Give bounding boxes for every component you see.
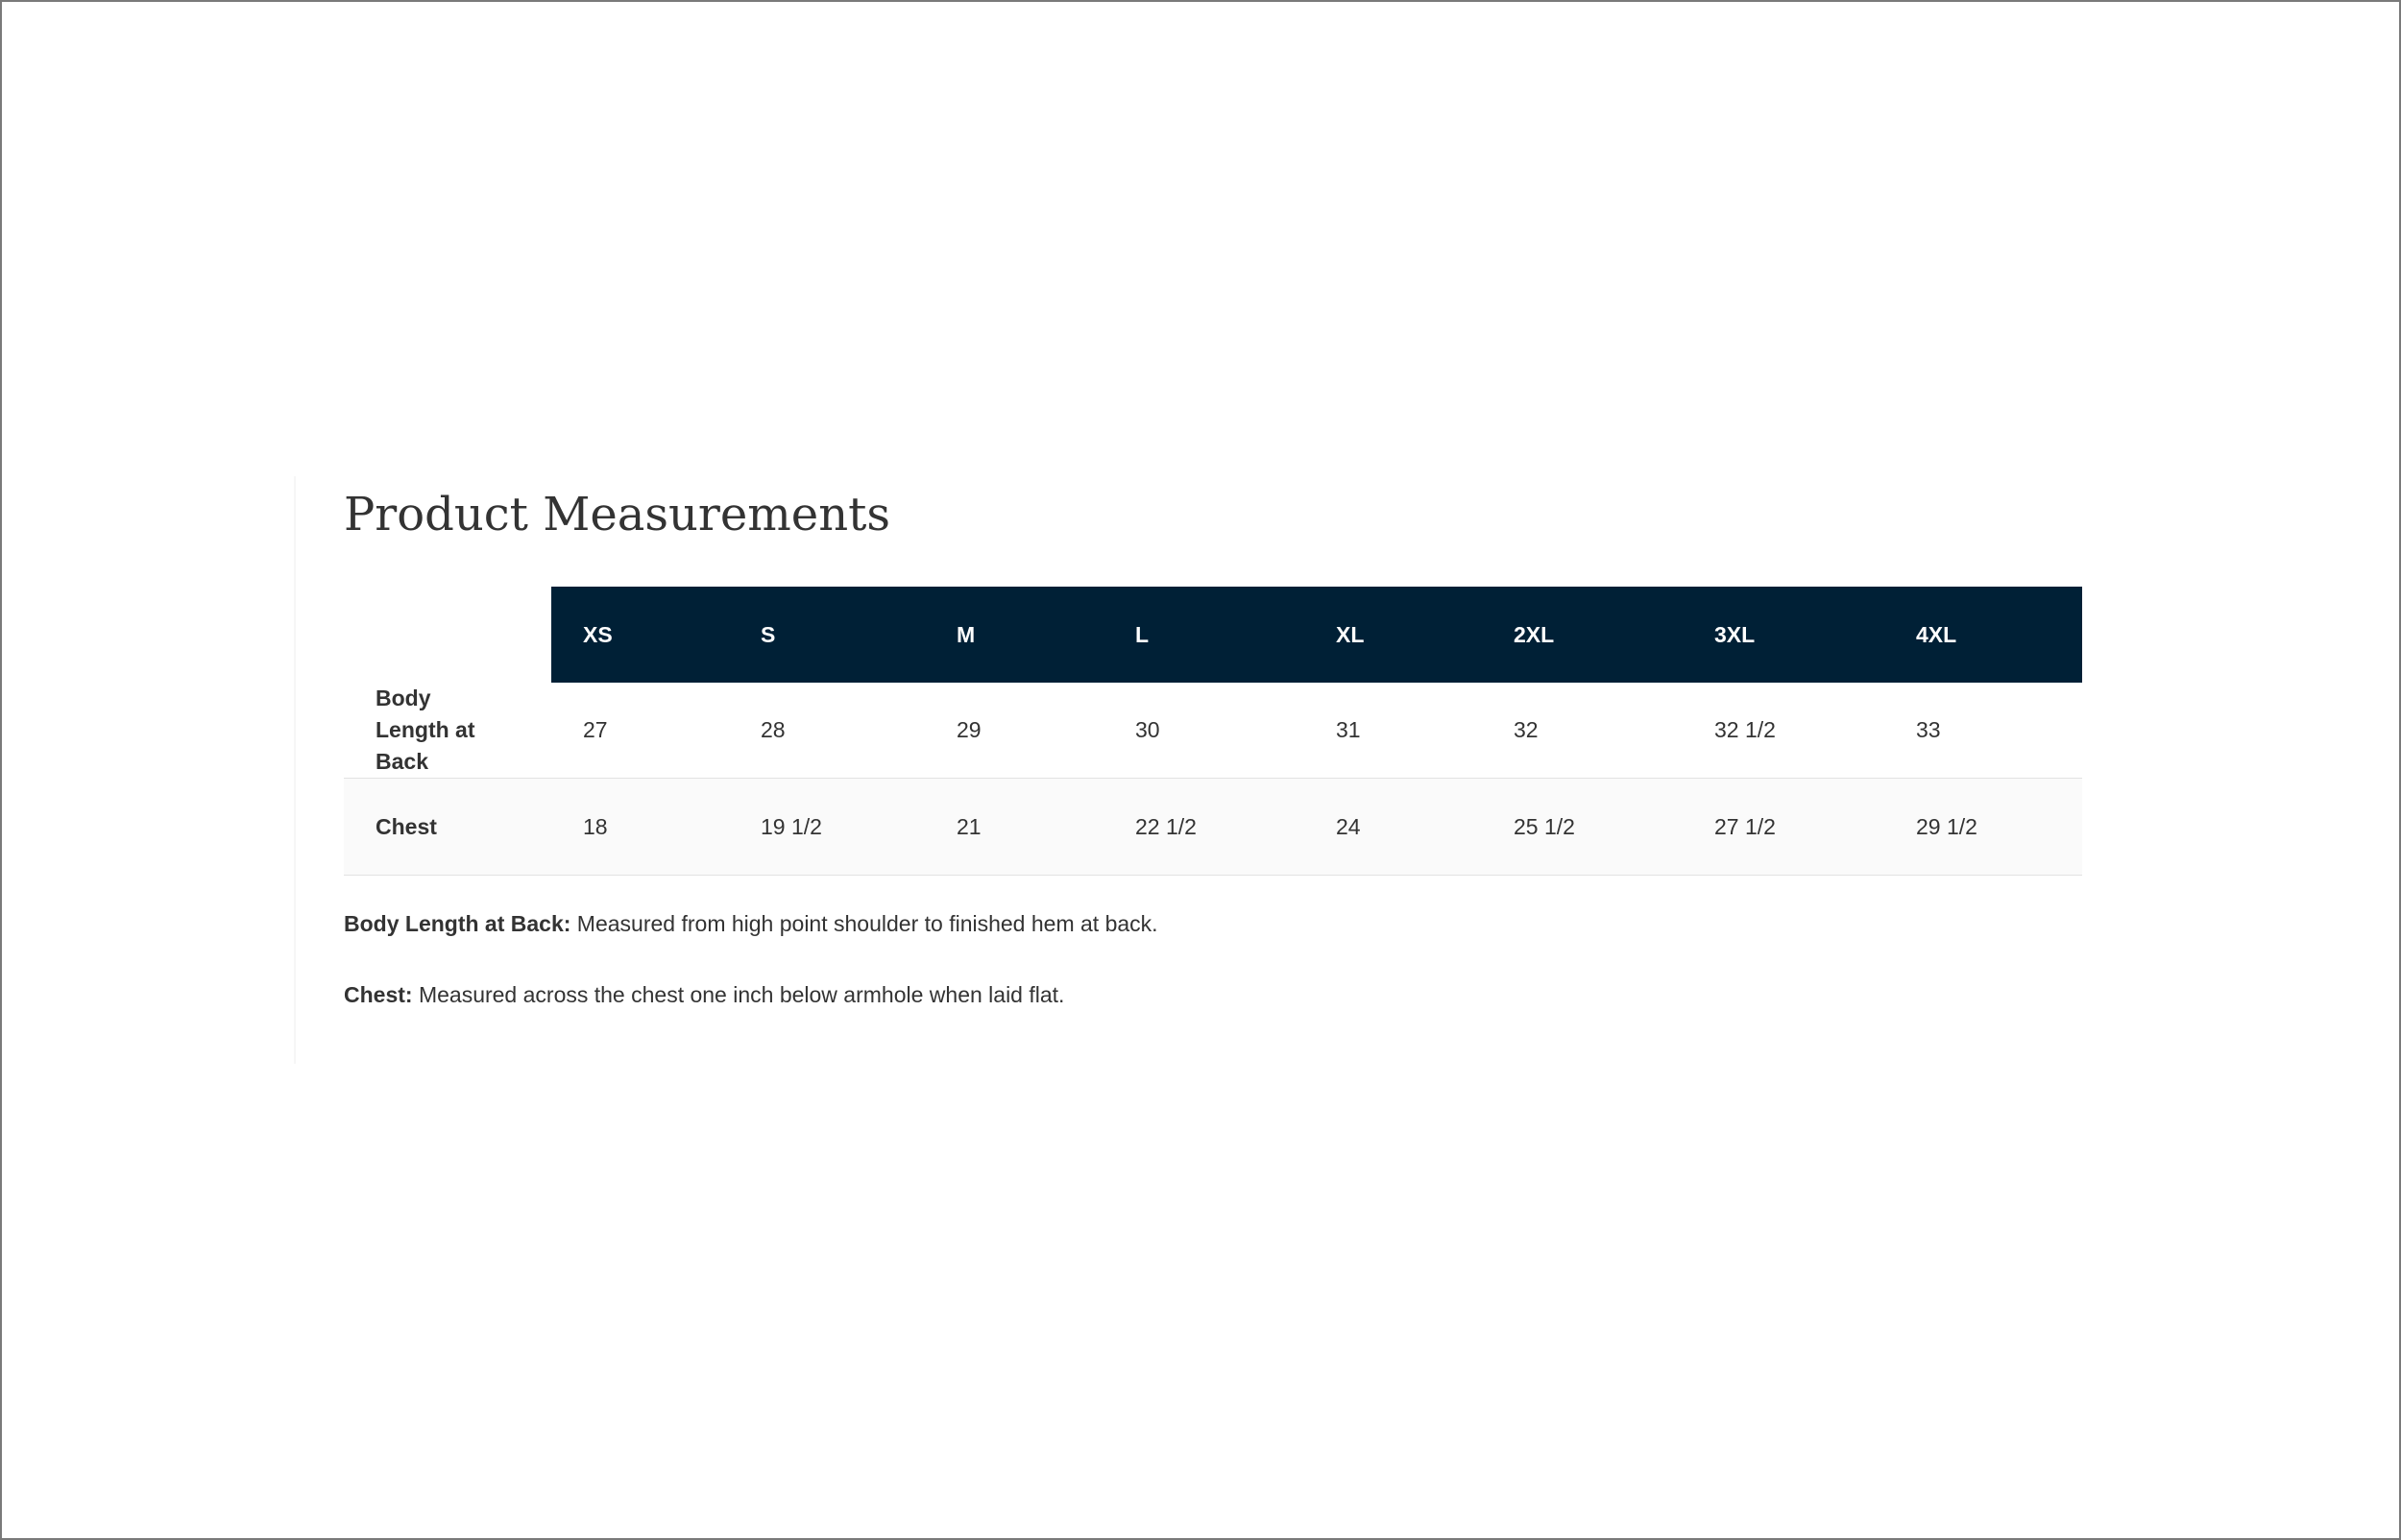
row-label xyxy=(344,683,551,779)
measurements-table xyxy=(344,587,2082,876)
page-title: Product Measurements xyxy=(344,488,891,541)
table-cell: 32 xyxy=(1482,683,1683,779)
table-cell: 18 xyxy=(551,779,729,876)
note-text: Measured across the chest one inch below armhole when laid flat. xyxy=(412,982,1065,1007)
header-size-xl: XL xyxy=(1304,587,1482,683)
note-text: Measured from high point shoulder to finished hem at back. xyxy=(570,911,1158,936)
header-size-m: M xyxy=(925,587,1103,683)
row-label-text: Body Length at Back xyxy=(376,686,475,774)
table-cell: 24 xyxy=(1304,779,1482,876)
measurements-table-container xyxy=(344,587,2082,876)
measurement-notes xyxy=(344,906,1977,1012)
table-row-chest xyxy=(344,779,2082,876)
header-size-4xl: 4XL xyxy=(1884,587,2082,683)
table-header xyxy=(344,587,2082,683)
table-row-body-length xyxy=(344,683,2082,779)
header-size-l: L xyxy=(1103,587,1304,683)
note-chest xyxy=(344,977,1977,1012)
header-size-3xl: 3XL xyxy=(1683,587,1884,683)
table-cell: 28 xyxy=(729,683,925,779)
table-cell: 19 1/2 xyxy=(729,779,925,876)
header-size-xs: XS xyxy=(551,587,729,683)
header-blank-cell xyxy=(344,587,551,683)
table-cell: 25 1/2 xyxy=(1482,779,1683,876)
header-size-s: S xyxy=(729,587,925,683)
table-cell: 29 xyxy=(925,683,1103,779)
header-size-2xl: 2XL xyxy=(1482,587,1683,683)
table-cell: 27 xyxy=(551,683,729,779)
table-cell: 32 1/2 xyxy=(1683,683,1884,779)
table-cell: 30 xyxy=(1103,683,1304,779)
table-cell: 27 1/2 xyxy=(1683,779,1884,876)
table-body xyxy=(344,683,2082,876)
row-label: Chest xyxy=(344,779,551,876)
table-cell: 31 xyxy=(1304,683,1482,779)
note-term: Body Length at Back: xyxy=(344,911,571,936)
table-cell: 21 xyxy=(925,779,1103,876)
header-row xyxy=(344,587,2082,683)
table-cell: 22 1/2 xyxy=(1103,779,1304,876)
table-cell: 29 1/2 xyxy=(1884,779,2082,876)
table-cell: 33 xyxy=(1884,683,2082,779)
note-body-length xyxy=(344,906,1977,941)
note-term: Chest: xyxy=(344,982,413,1007)
